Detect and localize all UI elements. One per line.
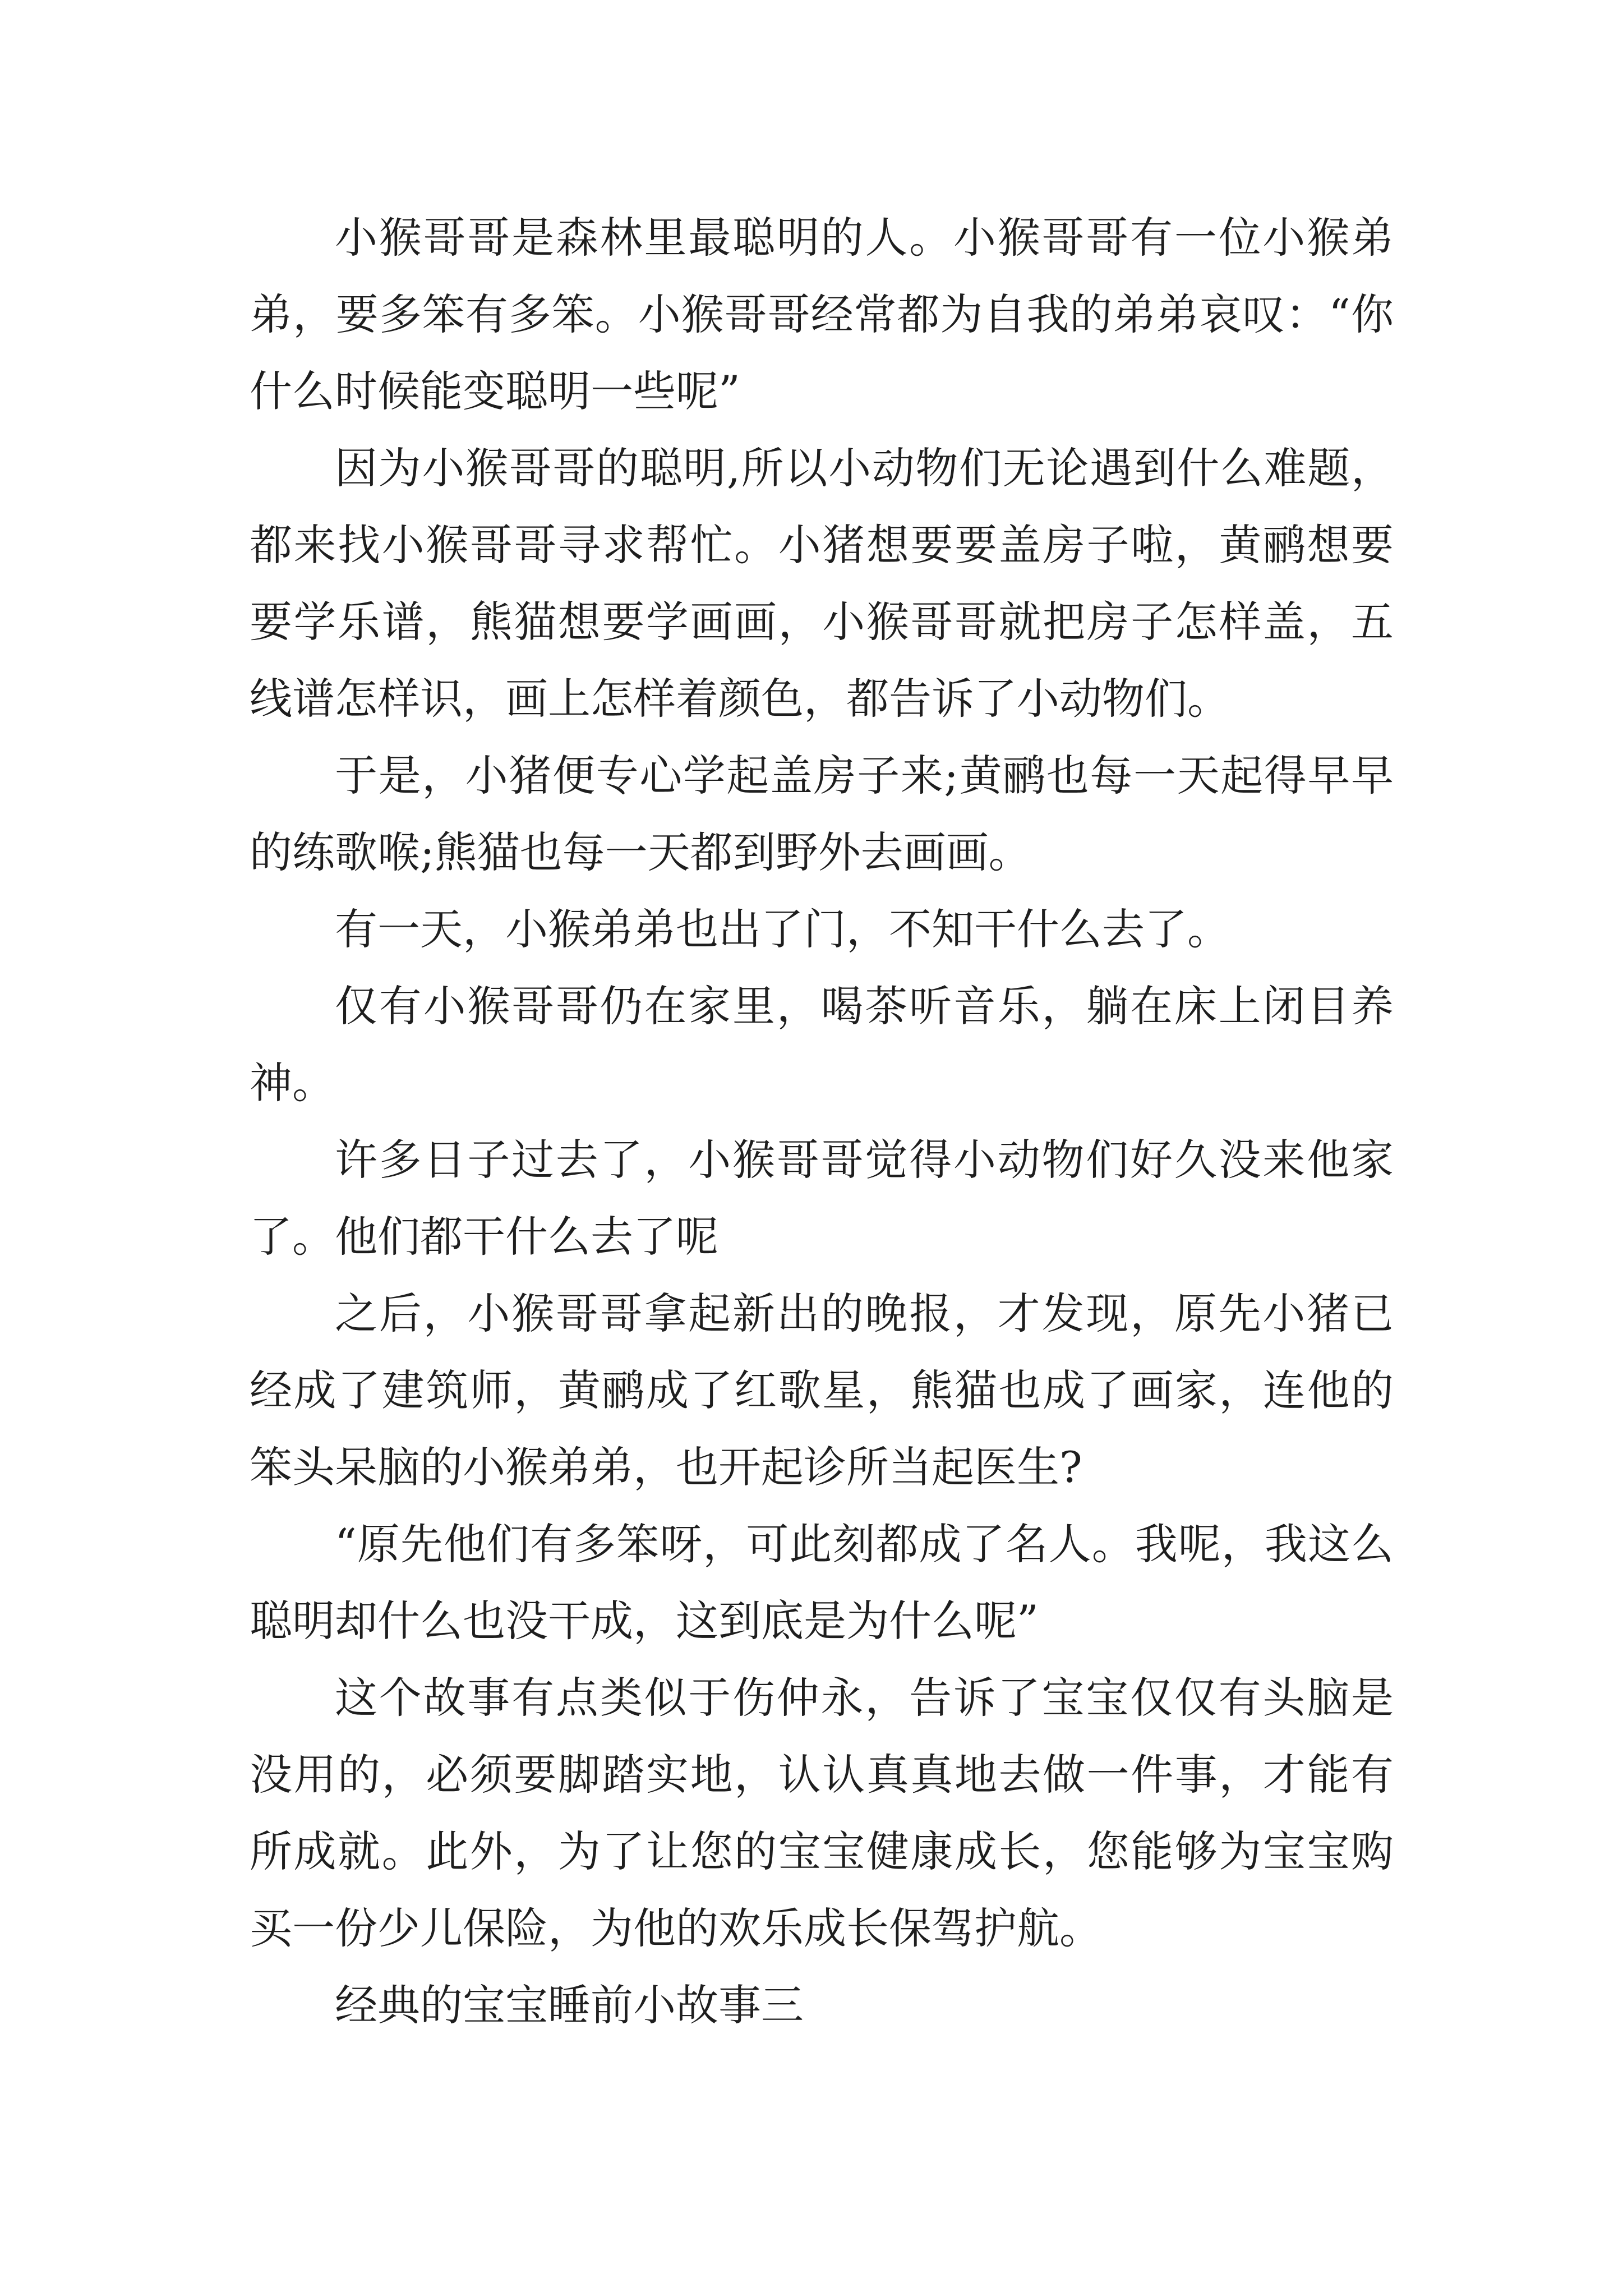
paragraph: 有一天，小猴弟弟也出了门，不知干什么去了。 [335,904,1230,954]
paragraph: 仅有小猴哥哥仍在家里，喝茶听音乐，躺在床上闭目养神。 [250,981,1394,1108]
paragraph: 小猴哥哥是森林里最聪明的人。小猴哥哥有一位小猴弟弟，要多笨有多笨。小猴哥哥经常都为自我的弟弟哀叹：“你什么时候能变聪明一些呢” [250,213,1394,416]
paragraph: 许多日子过去了，小猴哥哥觉得小动物们好久没来他家了。他们都干什么去了呢 [250,1135,1394,1262]
paragraph: 于是，小猪便专心学起盖房子来;黄鹂也每一天起得早早的练歌喉;熊猫也每一天都到野外去画画。 [250,751,1394,877]
paragraph: 之后，小猴哥哥拿起新出的晚报，才发现，原先小猪已经成了建筑师，黄鹂成了红歌星，熊猫也成了画家，连他的笨头呆脑的小猴弟弟，也开起诊所当起医生? [250,1289,1394,1492]
document-body [250,199,1394,2044]
paragraph: “原先他们有多笨呀，可此刻都成了名人。我呢，我这么聪明却什么也没干成，这到底是为什么呢” [250,1519,1394,1646]
paragraph: 这个故事有点类似于伤仲永，告诉了宝宝仅仅有头脑是没用的，必须要脚踏实地，认认真真地去做一件事，才能有所成就。此外，为了让您的宝宝健康成长，您能够为宝宝购买一份少儿保险，为他的欢乐成长保驾护航。 [250,1673,1394,1953]
section-heading: 经典的宝宝睡前小故事三 [335,1980,804,2030]
paragraph: 因为小猴哥哥的聪明,所以小动物们无论遇到什么难题，都来找小猴哥哥寻求帮忙。小猪想要要盖房子啦，黄鹂想要要学乐谱，熊猫想要学画画，小猴哥哥就把房子怎样盖，五线谱怎样识，画上怎样着颜色，都告诉了小动物们。 [250,443,1394,724]
